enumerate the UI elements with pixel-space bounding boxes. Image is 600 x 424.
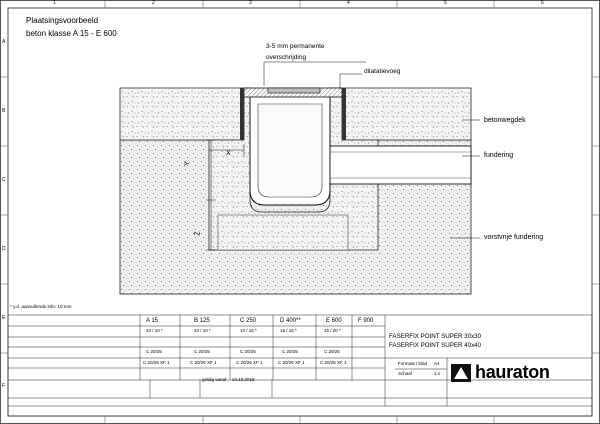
grid-row-label: F xyxy=(2,383,6,389)
class-header: B 125 xyxy=(194,318,210,324)
tolerance-callout: overschrijding xyxy=(266,54,307,61)
product-line: FASERFIX POINT SUPER 40x40 xyxy=(389,342,482,349)
x-value-cell: 10 / 10 * xyxy=(146,328,163,333)
tolerance-callout: 3-5 mm permanente xyxy=(266,43,325,50)
grid-col-label: 1 xyxy=(53,0,56,6)
dimension-z-label: Z xyxy=(194,231,202,236)
frost-free-foundation-label: vorstvrije fundering xyxy=(484,234,544,241)
valid-from-label: geldig vanaf xyxy=(202,377,227,382)
dimension-x-label: X xyxy=(226,150,231,157)
x-value-cell: 15 / 20 * xyxy=(324,328,341,333)
format-label: Formaat / blad xyxy=(398,361,428,366)
concrete-class-cell: C 20/25 xyxy=(146,349,162,354)
outlet-pipe xyxy=(330,146,471,184)
expansion-joint-label: dilatatievoeg xyxy=(364,68,401,75)
x-value-cell: 15 / 15 * xyxy=(280,328,297,333)
exposure-class-cell: C 20/25 XF 1 xyxy=(320,360,347,365)
valid-from-date: 24.10.2018 xyxy=(232,377,255,382)
exposure-class-cell: C 20/25 XF 1 xyxy=(143,360,170,365)
x-value-cell: 10 / 15 * xyxy=(240,328,257,333)
grating xyxy=(268,88,320,93)
logo-mark-icon xyxy=(451,364,471,382)
dimension-y-label: Y xyxy=(183,161,191,166)
format-value: A4 xyxy=(434,361,440,366)
grid-row-label: C xyxy=(2,177,6,183)
grid-col-label: 4 xyxy=(347,0,350,6)
concrete-class-cell: C 20/25 xyxy=(240,349,256,354)
concrete-class-cell: C 20/25 xyxy=(194,349,210,354)
bedding-base xyxy=(218,215,348,250)
sheet-value: 1:x xyxy=(434,371,441,376)
class-header: C 250 xyxy=(240,318,257,324)
x-value-cell: 10 / 10 * xyxy=(194,328,211,333)
drawing-subtitle: beton klasse A 15 - E 600 xyxy=(26,29,117,38)
grid-row-label: E xyxy=(2,315,6,321)
concrete-class-cell: C 20/25 xyxy=(324,349,340,354)
class-header: F 900 xyxy=(358,318,374,324)
exposure-class-cell: C 20/25 XF 1 xyxy=(236,360,263,365)
sheet-label: Schaal xyxy=(398,371,412,376)
expansion-joint-left xyxy=(240,88,244,140)
expansion-joint-right xyxy=(342,88,346,140)
class-header: D 400** xyxy=(280,318,301,324)
product-line: FASERFIX POINT SUPER 30x30 xyxy=(389,333,482,340)
concrete-class-cell: C 20/25 xyxy=(282,349,298,354)
foundation-label: fundering xyxy=(484,152,514,159)
hauraton-logo xyxy=(451,362,577,384)
grid-col-label: 2 xyxy=(152,0,155,6)
grid-row-label: D xyxy=(2,246,6,252)
exposure-class-cell: C 20/25 XF 1 xyxy=(278,360,305,365)
grid-col-label: 5 xyxy=(444,0,447,6)
exposure-class-cell: C 20/25 XF 1 xyxy=(190,360,217,365)
footnote: * y.d. aanvullende info: 10 mm xyxy=(10,304,72,309)
class-header: E 600 xyxy=(326,318,342,324)
grid-row-label: B xyxy=(2,108,6,114)
drawing-title: Plaatsingsvoorbeeld xyxy=(26,16,99,25)
grid-col-label: 3 xyxy=(249,0,252,6)
grid-col-label: 6 xyxy=(541,0,544,6)
concrete-road-label: betonwegdek xyxy=(484,117,526,124)
grid-row-label: A xyxy=(2,39,6,45)
class-header: A 15 xyxy=(146,318,159,324)
concrete-road-slab xyxy=(120,88,244,140)
channel-inner xyxy=(258,104,322,197)
concrete-road-slab-right xyxy=(342,88,471,140)
logo-wordmark: hauraton xyxy=(475,362,550,382)
